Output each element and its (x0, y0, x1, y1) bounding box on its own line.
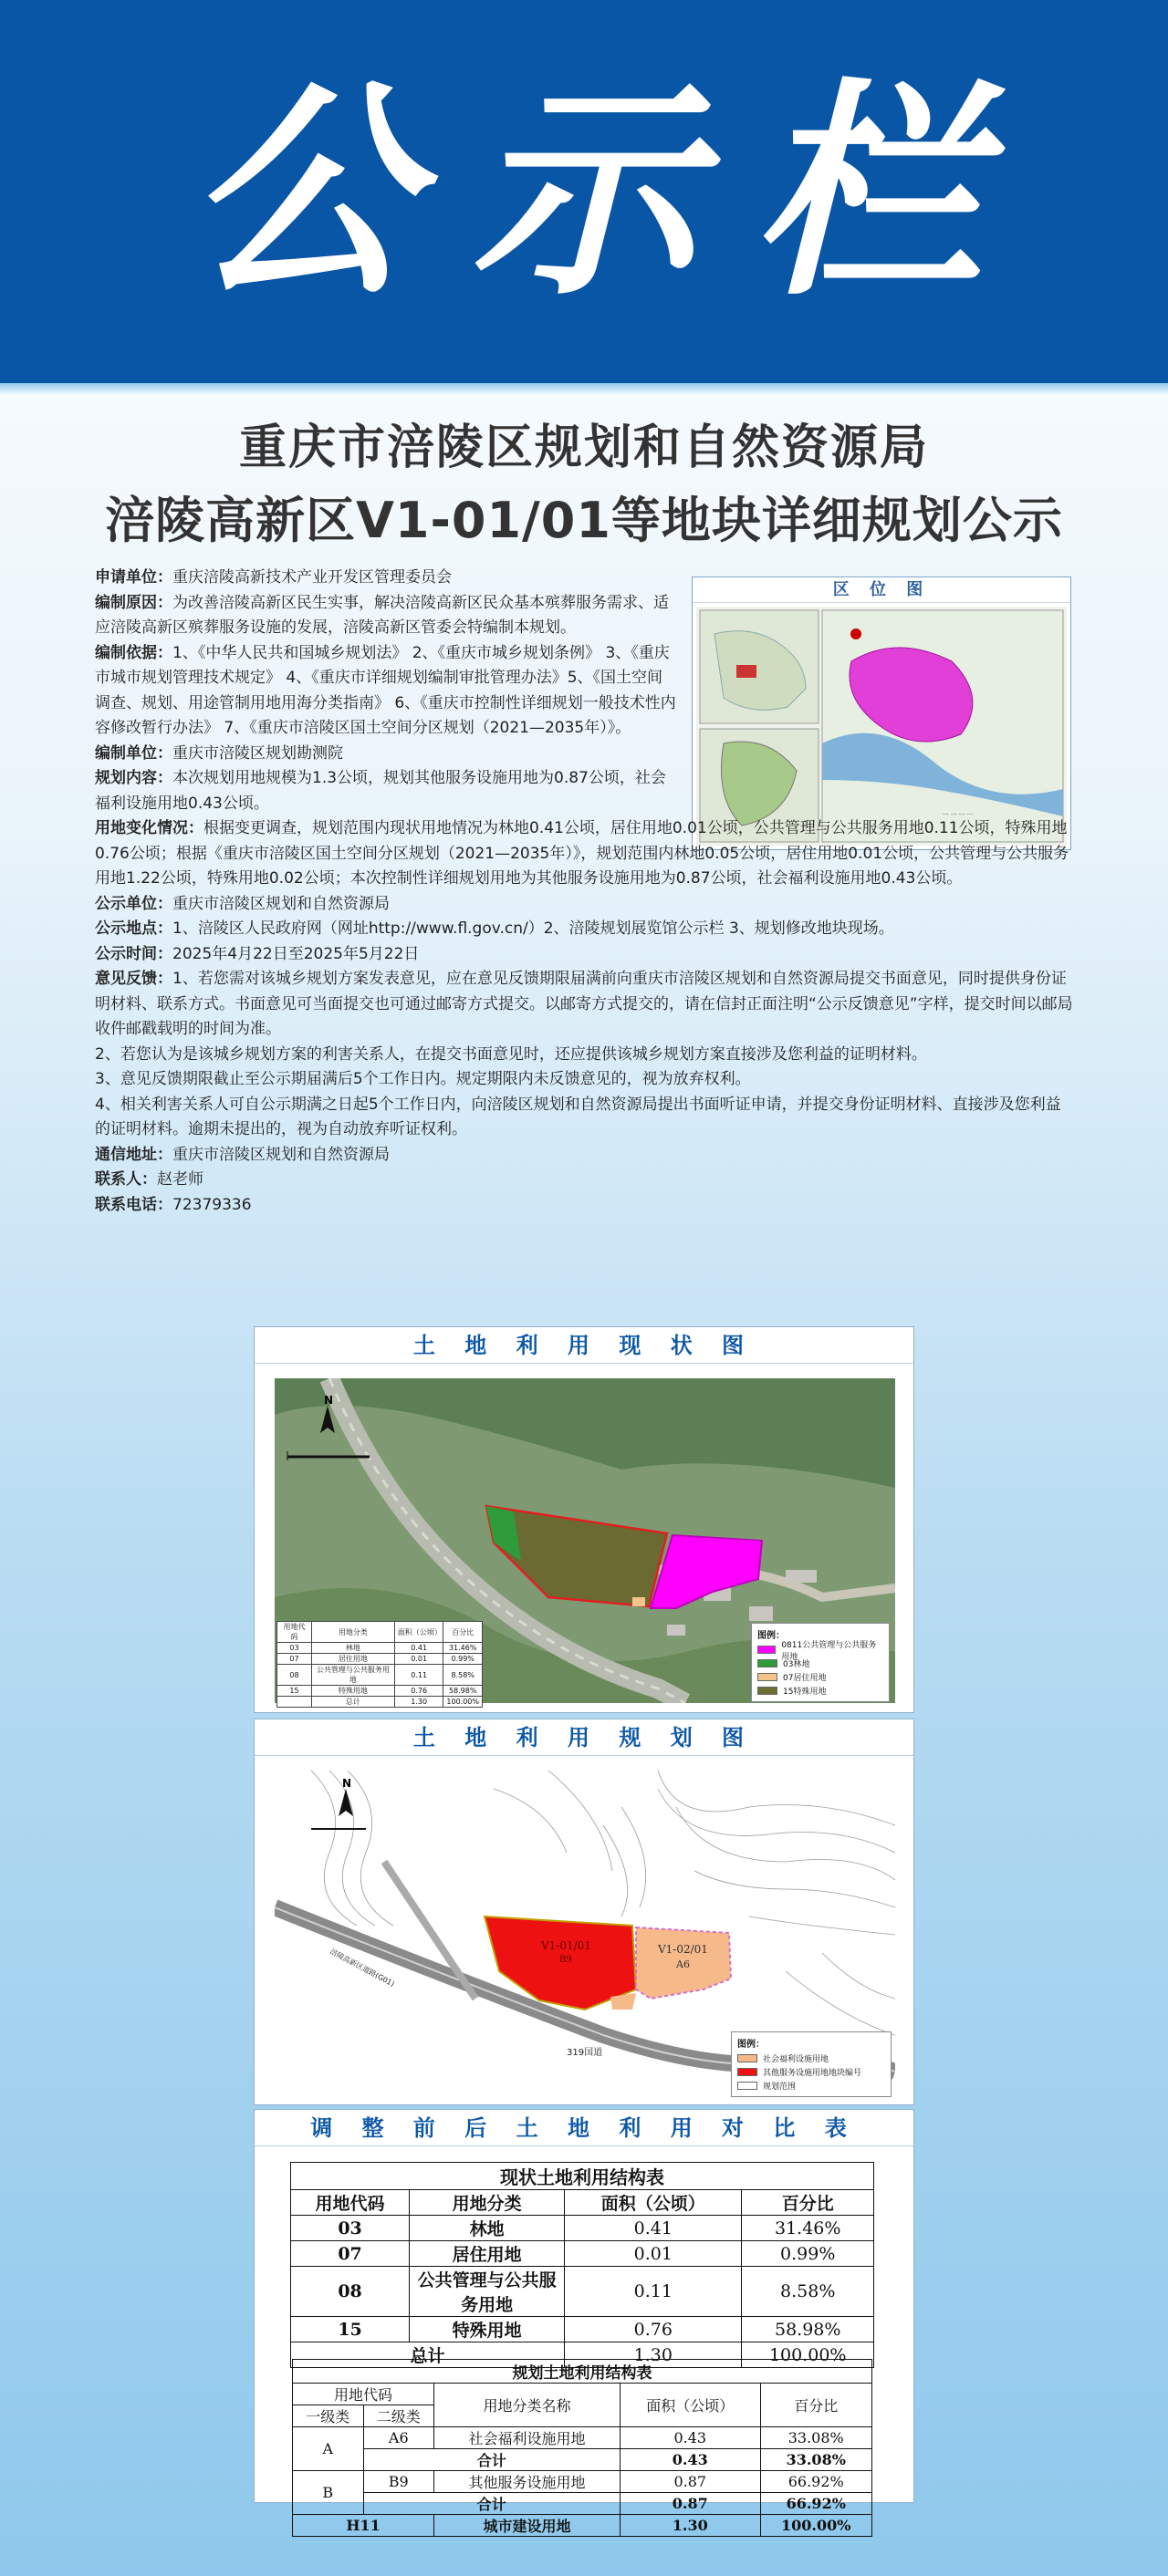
feedback-2: 2、若您认为是该城乡规划方案的利害关系人，在提交书面意见时，还应提供该城乡规划方案直接涉及您利益的证明材料。 (95, 1044, 927, 1064)
table-row: 03 林地 0.41 31.46% (291, 2216, 874, 2241)
planned-land-use-map (275, 1771, 895, 2095)
mini-table-cell: 8.58% (443, 1665, 483, 1686)
table-row: 07 居住用地 0.01 0.99% (291, 2241, 874, 2267)
legend-swatch (757, 1687, 777, 1695)
contact-row: 联系人：赵老师 (95, 1170, 203, 1189)
location-map-title: 区 位 图 (693, 577, 1070, 603)
parcel-a-code: A6 (676, 1958, 690, 1970)
planned-map-title: 土 地 利 用 规 划 图 (255, 1719, 913, 1756)
mini-table-cell: 31.46% (443, 1643, 483, 1654)
feedback-4: 4、相关利害关系人可自公示期满之日起5个工作日内，向涪陵区规划和自然资源局提出书面听证申请，并提交身份证明材料、直接涉及您利益的证明材料。逾期未提出的，视为自动放弃听证权利。 (95, 1095, 1061, 1138)
mini-table-cell (277, 1697, 312, 1708)
authority-title: 重庆市涪陵区规划和自然资源局 (238, 421, 929, 475)
planned-map-legend: 图例： 社会福利设施用地 其他服务设施用地地块编号 规划范围 (731, 2031, 892, 2097)
current-land-use-map (275, 1378, 895, 1706)
mini-table-cell: 0.99% (443, 1654, 483, 1665)
table-subtotal-row: 合计 0.43 33.08% (293, 2449, 872, 2471)
mini-table-cell: 0.11 (394, 1665, 443, 1686)
mini-table-cell: 03 (277, 1643, 312, 1654)
current-structure-table (290, 2162, 874, 2368)
mini-table-row (277, 1697, 483, 1708)
feedback-row: 意见反馈：1、若您需对该城乡规划方案发表意见，应在意见反馈期限届满前向重庆市涪陵区规划和自然资源局提交书面意见，同时提供身份证明材料、联系方式。书面意见可当面提交也可通过邮寄方式提交。以邮寄方式提交的，请在信封正面注明“公示反馈意见”字样，提交时间以邮局收件邮戳载明的时间为准。 (95, 970, 1073, 1038)
mini-table-cell: 居住用地 (311, 1654, 394, 1665)
current-map-legend: 图例： 0811公共管理与公共服务用地 03林地 07居住用地 15特殊用地 (751, 1623, 890, 1702)
col-percent: 百分比 (742, 2190, 874, 2216)
road-label: 319国道 (567, 2048, 603, 2058)
mini-table-row (277, 1686, 483, 1697)
current-mini-table (276, 1621, 483, 1708)
legend-item (757, 1670, 883, 1684)
table-total-row: 总计 1.30 100.00% (291, 2342, 874, 2368)
mini-table-cell: 58.98% (443, 1686, 483, 1697)
table-subtotal-row: 合计 0.87 66.92% (293, 2493, 872, 2515)
col-code: 用地代码 (291, 2190, 410, 2216)
content-row: 规划内容：本次规划用地规模为1.3公顷，规划其他服务设施用地为0.87公顷，社会福利设施用地0.43公顷。 (95, 769, 666, 813)
planned-table-caption: 规划土地利用结构表 (293, 2360, 872, 2384)
mini-table-cell: 0.01 (394, 1654, 443, 1665)
legend-item (737, 2065, 885, 2079)
mini-table-cell: 总计 (311, 1697, 394, 1708)
planned-land-use-panel (254, 1719, 914, 2105)
applicant-row: 申请单位：重庆涪陵高新技术产业开发区管理委员会 (95, 568, 452, 587)
comparison-title: 调 整 前 后 土 地 利 用 对 比 表 (255, 2110, 913, 2146)
time-row: 公示时间：2025年4月22日至2025年5月22日 (95, 944, 420, 963)
legend-label: 03林地 (783, 1660, 810, 1669)
legend-swatch (757, 1646, 776, 1654)
svg-text:N: N (324, 1394, 334, 1407)
planned-structure-table: 规划土地利用结构表 用地代码 用地分类名称 面积（公顷） 百分比 一级类 二级类 A A6 社会福利设施用地 0.43 33.08% 合计 0.43 33.08% B B9 其他服务设施用地 0.87 66.92% 合计 0.87 66.92% H11 城市建设用地 1.30 100.00% (292, 2359, 872, 2537)
legend-item (757, 1684, 883, 1698)
mini-table-cell: 用地分类 (311, 1622, 394, 1643)
legend-swatch (737, 2068, 757, 2076)
table-row: 08 公共管理与公共服务用地 0.11 8.58% (291, 2267, 874, 2317)
mini-table-cell: 08 (277, 1665, 312, 1686)
mini-table-row (277, 1654, 483, 1665)
current-land-use-panel (254, 1326, 914, 1713)
road-label-2: 涪陵高新区道路(G01) (328, 1947, 396, 1989)
mini-table-cell: 0.76 (394, 1686, 443, 1697)
mini-table-cell: 15 (277, 1686, 312, 1697)
mini-table-row (277, 1665, 483, 1686)
mini-table-cell: 0.41 (394, 1643, 443, 1654)
legend-item (737, 2079, 885, 2093)
legend-label: 07居住用地 (783, 1674, 827, 1683)
svg-text:··· ··· ··· ···: ··· ··· ··· ··· (943, 811, 974, 818)
banner-title: 公示栏 (187, 57, 1036, 326)
svg-text:N: N (342, 1777, 352, 1790)
mini-table-cell: 用地代码 (277, 1622, 312, 1643)
banner-divider (0, 383, 1168, 396)
table-row: B B9 其他服务设施用地 0.87 66.92% (293, 2471, 872, 2493)
mini-table-cell: 07 (277, 1654, 312, 1665)
mini-table-cell: 林地 (311, 1643, 394, 1654)
phone-row: 联系电话：72379336 (95, 1195, 252, 1214)
mini-table-row (277, 1643, 483, 1654)
publish-unit-row: 公示单位：重庆市涪陵区规划和自然资源局 (95, 894, 390, 913)
col-class: 用地分类 (410, 2190, 565, 2216)
place-row: 公示地点：1、涪陵区人民政府网（网址http://www.fl.gov.cn/）2、涪陵规划展览馆公示栏 3、规划修改地块现场。 (95, 919, 894, 938)
col-area: 面积（公顷） (565, 2190, 742, 2216)
legend-swatch (737, 2054, 757, 2062)
legend-swatch (757, 1659, 777, 1667)
current-table-caption: 现状土地利用结构表 (291, 2163, 874, 2190)
mini-table-row (277, 1622, 483, 1643)
feedback-3: 3、意见反馈期限截止至公示期届满后5个工作日内。规定期限内未反馈意见的，视为放弃权利。 (95, 1070, 751, 1088)
parcel-a-label: V1-02/01 (658, 1943, 708, 1956)
notice-body (95, 566, 1075, 1218)
mini-table-cell: 100.00% (443, 1697, 483, 1708)
unit-row: 编制单位：重庆市涪陵区规划勘测院 (95, 743, 343, 763)
table-row: 15 特殊用地 0.76 58.98% (291, 2317, 874, 2342)
legend-swatch (737, 2082, 757, 2090)
basis-row: 编制依据：1、《中华人民共和国城乡规划法》 2、《重庆市城乡规划条例》 3、《重庆市城市规划管理技术规定》 4、《重庆市详细规划编制审批管理办法》5、《国土空间调查、规划、用途管制用地用海分类指南》 6、《重庆市控制性详细规划一般技术性内容修改暂行办法》 7、《重庆市涪陵区国土空间分区规划（2021—2035年）》。 (95, 643, 676, 737)
reason-row: 编制原因：为改善涪陵高新区民生实事，解决涪陵高新区民众基本殡葬服务需求、适应涪陵高新区殡葬服务设施的发展，涪陵高新区管委会特编制本规划。 (95, 593, 669, 637)
mini-table-cell: 1.30 (394, 1697, 443, 1708)
legend-item (757, 1640, 883, 1662)
legend-label: 社会福利设施用地 (763, 2055, 829, 2064)
notice-title: 涪陵高新区V1-01/01等地块详细规划公示 (105, 492, 1063, 549)
change-row: 用地变化情况：根据变更调查，规划范围内现状用地情况为林地0.41公顷，居住用地0.01公顷，公共管理与公共服务用地0.11公顷，特殊用地0.76公顷；根据《重庆市涪陵区国土空间分区规划（2021—2035年）》，规划范围内林地0.05公顷，居住用地0.01公顷，公共管理与公共服务用地1.22公顷，特殊用地0.02公顷；本次控制性详细规划用地为其他服务设施用地为0.87公顷，社会福利设施用地0.43公顷。 (95, 819, 1069, 888)
mini-table-cell: 面积（公顷） (394, 1622, 443, 1643)
table-total-row: H11 城市建设用地 1.30 100.00% (293, 2515, 872, 2537)
table-row: A A6 社会福利设施用地 0.43 33.08% (293, 2427, 872, 2449)
address-row: 通信地址：重庆市涪陵区规划和自然资源局 (95, 1145, 390, 1164)
legend-label: 15特殊用地 (783, 1688, 827, 1697)
legend-label: 规划范围 (763, 2083, 797, 2092)
mini-table-cell: 特殊用地 (311, 1686, 394, 1697)
mini-table-cell: 公共管理与公共服务用地 (311, 1665, 394, 1686)
legend-label: 0811公共管理与公共服务用地 (781, 1640, 877, 1662)
parcel-b-label: V1-01/01 (541, 1939, 591, 1952)
header-banner (0, 0, 1168, 383)
mini-table-cell: 百分比 (443, 1622, 483, 1643)
legend-label: 其他服务设施用地地块编号 (763, 2069, 862, 2078)
current-map-title: 土 地 利 用 现 状 图 (255, 1327, 913, 1364)
legend-item (737, 2051, 885, 2065)
legend-swatch (757, 1673, 777, 1681)
parcel-b-code: B9 (559, 1955, 572, 1965)
